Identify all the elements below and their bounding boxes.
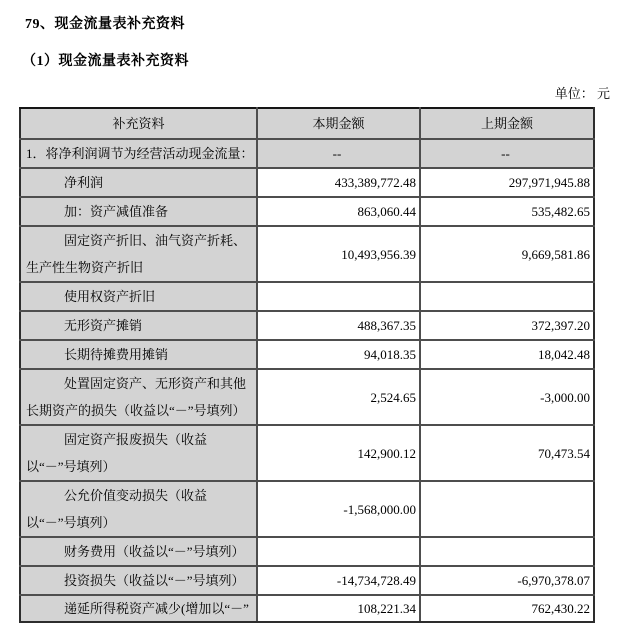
row-label-cell: 财务费用（收益以“－”号填列）: [20, 537, 257, 566]
current-amount-cell: -1,568,000.00: [257, 481, 420, 537]
prior-amount-cell: 9,669,581.86: [420, 226, 594, 282]
table-row-deferred-tax-asset-decrease: [20, 595, 594, 622]
table-row-fair-value-change-loss: [20, 481, 594, 537]
current-amount-cell: 2,524.65: [257, 369, 420, 425]
section-title: 79、现金流量表补充资料: [25, 17, 185, 32]
row-label-cell: 固定资产折旧、油气资产折耗、生产性生物资产折旧: [20, 226, 257, 282]
prior-amount-cell: -3,000.00: [420, 369, 594, 425]
row-label-cell: 处置固定资产、无形资产和其他长期资产的损失（收益以“－”号填列）: [20, 369, 257, 425]
row-label-cell: 递延所得税资产减少(增加以“－”: [20, 595, 257, 622]
current-amount-cell: 94,018.35: [257, 340, 420, 369]
table-header-row: [20, 108, 594, 139]
current-amount-cell: -14,734,728.49: [257, 566, 420, 595]
column-header-prior-period: 上期金额: [420, 108, 594, 139]
row-label-cell: 无形资产摊销: [20, 311, 257, 340]
table-row-disposal-loss: [20, 369, 594, 425]
row-label-cell: 公允价值变动损失（收益以“－”号填列）: [20, 481, 257, 537]
cash-flow-supplement-table: [19, 107, 595, 623]
column-header-supplementary-info: 补充资料: [20, 108, 257, 139]
current-amount-cell: 863,060.44: [257, 197, 420, 226]
prior-amount-cell: 297,971,945.88: [420, 168, 594, 197]
document-page: [0, 13, 617, 623]
current-amount-cell: 108,221.34: [257, 595, 420, 622]
row-label-cell: 净利润: [20, 168, 257, 197]
current-amount-cell: --: [257, 139, 420, 168]
table-row-intangible-amortization: [20, 311, 594, 340]
prior-amount-cell: 70,473.54: [420, 425, 594, 481]
current-amount-cell: 433,389,772.48: [257, 168, 420, 197]
unit-label: 单位： 元: [554, 86, 610, 101]
current-amount-cell: 10,493,956.39: [257, 226, 420, 282]
prior-amount-cell: [420, 537, 594, 566]
table-row-financial-expense: [20, 537, 594, 566]
row-label-cell: 1．将净利润调节为经营活动现金流量：: [20, 139, 257, 168]
prior-amount-cell: [420, 282, 594, 311]
row-label-cell: 投资损失（收益以“－”号填列）: [20, 566, 257, 595]
current-amount-cell: [257, 282, 420, 311]
table-row-investment-loss: [20, 566, 594, 595]
column-header-current-period: 本期金额: [257, 108, 420, 139]
row-label-cell: 固定资产报废损失（收益以“－”号填列）: [20, 425, 257, 481]
table-row-asset-impairment: [20, 197, 594, 226]
table-row-depreciation: [20, 226, 594, 282]
current-amount-cell: [257, 537, 420, 566]
prior-amount-cell: 535,482.65: [420, 197, 594, 226]
prior-amount-cell: [420, 481, 594, 537]
row-label-cell: 长期待摊费用摊销: [20, 340, 257, 369]
table-row-adjust-net-profit: [20, 139, 594, 168]
table-row-net-profit: [20, 168, 594, 197]
table-row-right-of-use-depreciation: [20, 282, 594, 311]
prior-amount-cell: 762,430.22: [420, 595, 594, 622]
prior-amount-cell: 372,397.20: [420, 311, 594, 340]
table-row-scrap-loss: [20, 425, 594, 481]
current-amount-cell: 142,900.12: [257, 425, 420, 481]
prior-amount-cell: --: [420, 139, 594, 168]
prior-amount-cell: -6,970,378.07: [420, 566, 594, 595]
prior-amount-cell: 18,042.48: [420, 340, 594, 369]
table-row-long-term-deferred-expense: [20, 340, 594, 369]
row-label-cell: 加：资产减值准备: [20, 197, 257, 226]
current-amount-cell: 488,367.35: [257, 311, 420, 340]
row-label-cell: 使用权资产折旧: [20, 282, 257, 311]
subsection-title: （1）现金流量表补充资料: [22, 54, 189, 69]
